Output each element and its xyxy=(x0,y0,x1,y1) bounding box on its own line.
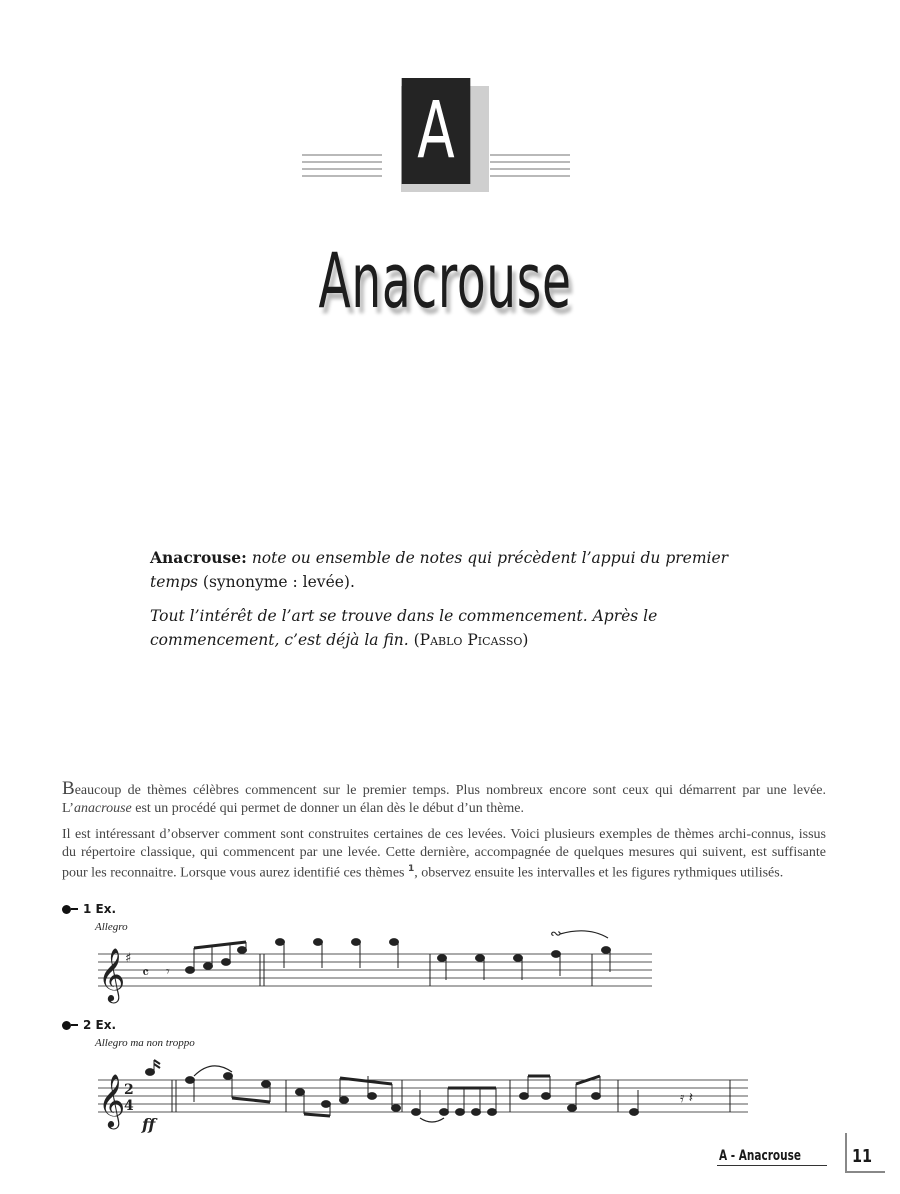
definition-block xyxy=(150,546,746,594)
paragraph-1 xyxy=(62,780,826,817)
page-number-frame-left xyxy=(845,1133,847,1173)
dropcap: B xyxy=(62,778,75,799)
tie-icon xyxy=(560,931,608,938)
sharp-icon: ♯ xyxy=(125,951,132,966)
header-rules-left xyxy=(302,154,382,182)
staff-lines xyxy=(98,1080,748,1112)
bullet-dash xyxy=(71,908,78,910)
footnote-marker: 1 xyxy=(407,864,415,874)
example-2-title: 2 Ex. xyxy=(83,1018,117,1032)
chapter-title: Anacrouse xyxy=(318,236,572,325)
paragraph-2-end: , observez ensuite les intervalles et les figures rythmiques utilisés. xyxy=(414,865,784,881)
staff-lines xyxy=(98,954,652,986)
quote-block: Tout l’intérêt de l’art se trouve dans le commencement. Après le commencement, c’est déjà la fin. (Pablo Picasso) xyxy=(150,607,658,649)
definition-text: note ou ensemble de notes qui précèdent l’appui du premier temps xyxy=(150,549,729,591)
page-number-frame-bottom xyxy=(845,1171,885,1173)
definition-term: Anacrouse xyxy=(150,548,242,567)
paragraph-1-end: est un procédé qui permet de donner un élan dès le début d’un thème. xyxy=(131,800,525,816)
time-signature-top: 2 xyxy=(124,1082,134,1098)
bullet-icon xyxy=(62,905,71,914)
bullet-icon xyxy=(62,1021,71,1030)
chapter-letter-box xyxy=(402,78,471,184)
example-1-label xyxy=(62,902,116,916)
time-signature-bottom: 4 xyxy=(124,1098,134,1114)
definition-synonym: (synonyme : levée). xyxy=(202,573,355,591)
page-number: 11 xyxy=(851,1145,873,1167)
treble-clef-icon: 𝄞 xyxy=(98,1073,126,1127)
example-1-staff xyxy=(90,928,770,1008)
chapter-letter: A xyxy=(417,86,455,176)
example-2-label xyxy=(62,1018,116,1032)
footer-rule xyxy=(717,1165,827,1166)
example-1-tempo: Allegro xyxy=(95,921,128,933)
quote-author: Pablo Picasso xyxy=(419,631,523,649)
example-2-staff xyxy=(90,1054,770,1134)
paragraph-2-text: Il est intéressant d’observer comment sont construites certaines de ces levées. Voici plusieurs exemples de thèmes archi-connus, issus du répertoire classique, qui commencent par une levée. Cette dernière, accompagnée de quelques mesures qui suivent, est suffisante pour les reconnaitre. Lorsque vous aurez identifié ces thèmes xyxy=(62,827,826,881)
footer-section: A - Anacrouse xyxy=(719,1148,801,1164)
paragraph-2 xyxy=(62,826,826,882)
tie-icon xyxy=(420,1118,444,1122)
rest-icon: 𝄿 𝄽 xyxy=(680,1090,694,1106)
bullet-dash xyxy=(71,1024,78,1026)
definition-colon: : xyxy=(241,548,247,567)
common-time-icon: 𝄴 xyxy=(142,963,150,982)
example-2-tempo: Allegro ma non troppo xyxy=(95,1037,195,1049)
turn-icon: ∾ xyxy=(550,928,562,942)
paragraph-1-text: eaucoup de thèmes célèbres commencent sur le premier temps. Plus nombreux encore sont ceux qui démarrent par une levée. L’ xyxy=(62,783,826,816)
quote-text: Tout l’intérêt de l’art se trouve dans le commencement. Après le commencement, c’est déjà la fin. xyxy=(150,607,658,649)
header-rules-right xyxy=(490,154,570,182)
example-1-title: 1 Ex. xyxy=(83,902,117,916)
rest-icon: 𝄾 xyxy=(166,964,170,980)
treble-clef-icon: 𝄞 xyxy=(98,947,126,1001)
dynamic-ff: ff xyxy=(142,1115,156,1134)
paragraph-1-italic: anacrouse xyxy=(73,800,132,816)
